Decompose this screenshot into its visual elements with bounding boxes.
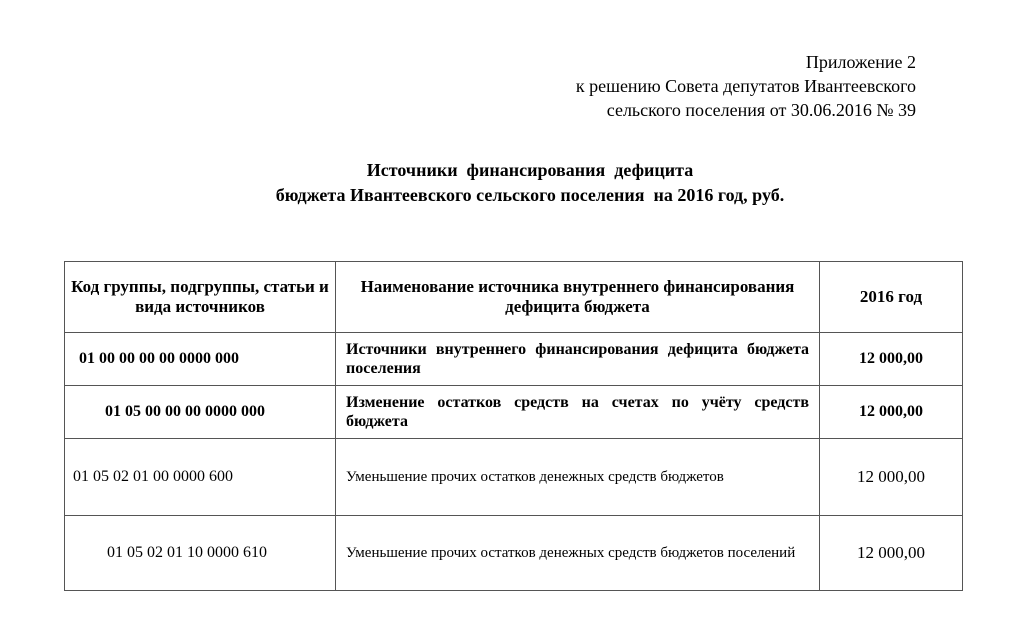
table-header-row <box>65 262 963 333</box>
row-amount: 12 000,00 <box>820 333 963 386</box>
table-row <box>65 516 963 591</box>
title-line-2: бюджета Ивантеевского сельского поселения на 2016 год, руб. <box>275 185 785 205</box>
row-name: Источники внутреннего финансирования дефицита бюджета поселения <box>336 333 820 386</box>
title-line-1: Источники финансирования дефицита <box>366 160 694 180</box>
row-name: Изменение остатков средств на счетах по учёту средств бюджета <box>336 386 820 439</box>
appendix-line-1: Приложение 2 <box>805 52 916 72</box>
table-row <box>65 439 963 516</box>
row-name: Уменьшение прочих остатков денежных средств бюджетов <box>336 439 820 516</box>
table-row <box>65 386 963 439</box>
header-code: Код группы, подгруппы, статьи и вида источников <box>65 262 336 333</box>
header-name: Наименование источника внутреннего финансирования дефицита бюджета <box>336 262 820 333</box>
appendix-block <box>416 50 916 122</box>
appendix-line-2: к решению Совета депутатов Ивантеевского <box>575 76 916 96</box>
table-row <box>65 333 963 386</box>
row-code: 01 00 00 00 00 0000 000 <box>65 333 336 386</box>
row-code: 01 05 02 01 10 0000 610 <box>65 516 336 591</box>
header-year: 2016 год <box>820 262 963 333</box>
row-name: Уменьшение прочих остатков денежных средств бюджетов поселений <box>336 516 820 591</box>
row-amount: 12 000,00 <box>820 386 963 439</box>
appendix-line-3: сельского поселения от 30.06.2016 № 39 <box>606 100 916 120</box>
document-title <box>0 158 1024 208</box>
row-code: 01 05 00 00 00 0000 000 <box>65 386 336 439</box>
row-amount: 12 000,00 <box>820 439 963 516</box>
row-amount: 12 000,00 <box>820 516 963 591</box>
row-code: 01 05 02 01 00 0000 600 <box>65 439 336 516</box>
financing-sources-table <box>64 261 963 591</box>
